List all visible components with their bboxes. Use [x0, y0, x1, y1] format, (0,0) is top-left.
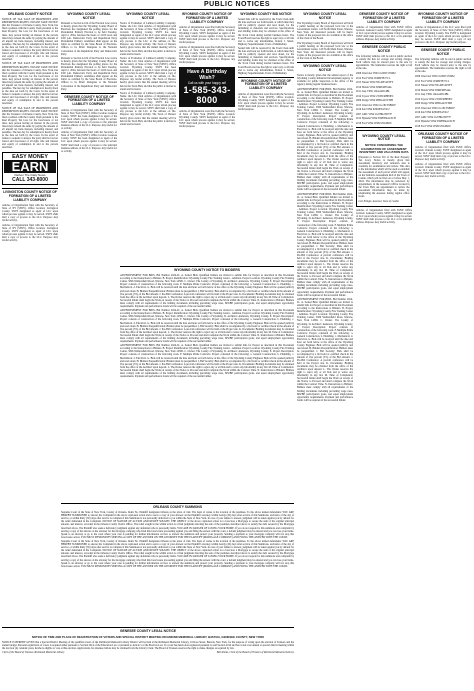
- vehicle-list-item: 2013 Chevrolet VIN# 1G1PC5SB6D7: [415, 106, 455, 110]
- notice-body: ADVERTISEMENT FOR BIDS. Bid Number 2024-01. A. Sealed Bids: Qualified bidders are invited to submit bids for Project as described in this Document according to the Instructions to Bidders. B. Project Identification: Wyoming County Fire Training Center - Addition. Project Location: Wyoming County Fire Training Center, 5826 Wethersfield Road, Warsaw, New York 14569. C. Owner: The County of Wyoming. D. Architect: Anderson, Wyoming County. E. Project Description: Project consists of construction of the following work. F. Multiple Prime Contracts: Project consisted of the following: a. General Construction. b. Plumbing. c. Mechanical. d. Electrical. G. Bids will be received until the date and hour set forth below at the office of the Wyoming County Engineer. Bids will be opened publicly and read aloud. H. Bidders Prequalification: Bidders must be prequalified. I. Bid Security: Bids shall be accompanied by a bid bond or certified check in the amount of five percent (5%) of the Bid amount. J. Pre-Bid Conference: A pre-bid conference will be held at the Project site. K. Documents: Bidding documents may be obtained from the office of the Architect upon deposit. L. The Owner reserves the right to reject any or all bids and to waive any informality in any bid. M. Time of Completion: Successful bidder shall begin the Work on receipt of the Notice to Proceed and shall complete the Work within the Contract Time. N. Instructions to Bidders: Bidders must comply with all requirements of the bidding documents including prevailing wage rates, MWBE participation goals, and equal employment opportunity requirements. Payment and performance bonds will be required of the successful bidder.: [120, 344, 294, 378]
- divider: [415, 46, 471, 47]
- notice-body: Notice is hereby given that the annual report of the Wyoming County Industrial Development Agency is available for public inspection at the office of the Agency during regular business hours.: [297, 74, 353, 87]
- notice-body: Supreme Court of the State of New York, County of Orleans. Index No. Plaintiff designates Orleans as the place of trial. The basis of venue is the location of the premises. To the above named defendants: YOU ARE HEREBY SUMMONED to answer the Complaint in the above captioned action and to serve a copy of your Answer on the Plaintiff's attorney within twenty (20) days after service of this Summons, exclusive of the day of service, or within thirty (30) days after service is complete if this Summons is not personally delivered to you within the State of New York. In case of your failure to answer, judgment will be taken against you by default for the relief demanded in the Complaint. NOTICE OF NATURE OF ACTION AND RELIEF SOUGHT. THE OBJECT of the above captioned action is to foreclose a Mortgage to secure the sum of the original principal amount, and interest, recorded in the Orleans County Clerk's Office. The relief sought in the within action is a final judgment directing the sale of the premises described above to satisfy the debt secured by the Mortgage described above. The Plaintiff also seeks a deficiency judgment against any defendant who is personally liable. YOU ARE IN DANGER OF LOSING YOUR HOME. If you do not respond to this summons and complaint by serving a copy of the answer on the attorney for the mortgage company who filed this foreclosure proceeding against you and filing the answer with the court, a default judgment may be entered and you can lose your home. Speak to an attorney or go to the court where your case is pending for further information on how to answer the summons and protect your property. Sending a payment to your mortgage company will not stop this foreclosure action. YOU MUST RESPOND BY SERVING A COPY OF THE ANSWER ON THE ATTORNEY FOR THE PLAINTIFF (MORTGAGE COMPANY) AND FILING THE ANSWER WITH THE COURT.: [61, 540, 294, 568]
- notice-body: Sealed bids will be received by the Town Clerk until the date and hour set forth herein, at which time they will be publicly opened and read aloud, for the furnishing of materials and services. Specifications and bidding forms may be obtained at the office of the Town Clerk during normal business hours. The Town Board reserves the right to reject any or all bids and to waive any informalities. Robert J. Smart, Highway Superintendent, Town of Middlebury.: [238, 47, 294, 75]
- notice-body: Articles of Organization filed with SSNY. Office location: Orleans County. SSNY designated as agent of the LLC upon whom process against it may be served. SSNY shall mail copy of process to the LLC. Purpose: Any lawful activity.: [415, 145, 471, 162]
- notice-heading: WYOMING COUNTY NOTICE OF FORMATION OF A LIMITED LIABILITY COMPANY: [240, 78, 292, 91]
- vehicle-list-item: 2015 Nissan VIN# 3N1AB7AP5FY: [415, 84, 453, 88]
- notice-body: (Pursuant to Section 501 of the Real Property Tax Law). Notice is hereby given that assessment inventory and valuation data is available for examination and review. This data is the information which will be used to establish the assessment of each parcel which will appear on the Tentative Assessment Roll of the Town of Castile, which will be filed on or before May 1, 2024. The information may be reviewed, by appointment, in the Assessor's Office located in the Town Hall. An appointment to review the assessment information may be made by telephoning the Assessor during regular office hours.: [358, 155, 410, 199]
- ad-headline: EASY MONEY: [12, 154, 48, 161]
- notice-heading: WYOMING COUNTY LEGAL NOTICE: [303, 64, 347, 72]
- notice-heading: WYOMING COUNTY BID NOTICE: [240, 12, 292, 16]
- notice-body: Articles of Organization filed with the Secretary of State of New York (SSNY). Office location: Genesee County. SSNY has been designated as agent of the LLC upon whom process against it may be served. SSNY shall mail a copy of process to the principal business address of the LLC. Purpose: Any lawful act or activity.: [61, 131, 117, 153]
- notice-body: NOTICE OF TAX SALE OF PROPERTIES AND REDEMPTION RIGHTS. PLEASE TAKE NOTICE that the Treasurer of Orleans County, New York, has filed a petition with the County Clerk pursuant to the Real Property Tax Law for the foreclosure of tax liens. Any person having an interest in the parcels listed may redeem the same by paying the amount of all unpaid tax liens thereon, including interest and penalties. The last day for redemption is hereby fixed as the date set forth by the Court. In the event of failure to redeem or answer, the party shall be forever barred and foreclosed of all right, title and interest and equity of redemption in and to the parcels described.: [2, 62, 58, 106]
- notice-body: The following vehicles will be sold at public auction to satisfy the lien for storage and towing charges. Each vehicle may be viewed prior to the sale by appointment. The lienholder reserves the right to bid at the sale.: [415, 58, 471, 74]
- notice-body: Pursuant to Section 4-104 of the Election Law, notice is hereby given that the Wyoming County Board of Elections has designated the polling places for the Presidential Primary Election to be held Tuesday, April 2, 2024, between the hours of 12:00 noon and 9:00 p.m. Democratic Party and Republican Party Presidential Primary candidates shall appear on the ballot as certified by the State Board of Elections. Offices to be filled: Delegates to the National Convention of the Republican Party and Democratic Party.: [61, 57, 117, 91]
- vehicle-list-item: 2012 Ford VIN# 1FAHP3F27CL: [415, 79, 450, 83]
- column-7: [356, 11, 412, 689]
- notice-heading: ORLEANS COUNTY SUMMONS: [152, 505, 203, 509]
- ad-subtext: Deliver The Daily News: [14, 173, 46, 178]
- divider: [2, 627, 294, 628]
- divider: [238, 77, 294, 78]
- notice-heading: ORLEANS COUNTY NOTICE: [7, 12, 53, 16]
- notice-body: Articles of Organization of the LLC were filed with the Secretary of State of New York (SSNY). Office location: Wyoming County. The SSNY is designated as agent of the LLC upon whom process against it may be served. SSNY shall mail a copy of any process to the LLC. Purpose: any lawful purpose.: [415, 25, 471, 45]
- vehicle-list-item: 2014 Toyota VIN# 2T1BURHE0EC: [415, 97, 453, 101]
- notice-body: Articles of Organization filed with the Secretary of State of NY (SSNY). Office location: Livingston County. SSNY designated as agent of LLC upon whom process against it may be served. SSNY shall mail a copy of process to the LLC. Purpose: Any lawful activity.: [2, 204, 58, 223]
- assessment-notice: [356, 130, 412, 207]
- birthday-ad[interactable]: [179, 67, 235, 107]
- notice-heading: GENESEE COUNTY NOTICE OF FORMATION OF A LIMITED LIABILITY COMPANY: [64, 94, 114, 107]
- notice-body: Notice of Formation of Limited Liability Company. Name: the LLC filed Articles of Organization with the Secretary of State of New York (SSNY). Office location: Wyoming County. SSNY has been designated as agent of the LLC upon whom process against it may be served. SSNY shall mail a copy of any process to the LLC at the address on file. Purpose: any lawful activity. The Town of Warsaw hereby gives notice that the annual meeting will be held at the Town Hall, and that the public is invited to attend and be heard.: [120, 22, 176, 56]
- notice-body: Articles of Organization filed with SSNY. Office location: Orleans County. SSNY designated as agent of the LLC upon whom process against it may be served. SSNY shall mail copy of process to the LLC. Purpose: Any lawful activity.: [415, 162, 471, 178]
- divider: [61, 93, 117, 94]
- vehicle-list-item: 2014 Toyota VIN# 2T1BURHE0EC: [356, 94, 394, 98]
- ad-headline: Have A Birthday Wish?: [187, 68, 227, 81]
- vehicle-list-item: 2009 Dodge VIN# 2B3KA43V39H: [415, 102, 452, 106]
- notice-body: Articles of Organization filed with SSNY. Office location: Genesee County. SSNY designated as agent of LLC upon whom process against it may be served. SSNY shall mail process to the LLC at its principal address. Purpose: Any lawful activity.: [356, 25, 412, 42]
- delivery-ad[interactable]: [2, 152, 58, 185]
- divider: [415, 130, 471, 131]
- ad-phone: CALL 343-8000: [12, 177, 48, 184]
- divider: [356, 127, 412, 128]
- notice-heading: WYOMING COUNTY NOTICE TO BIDDERS: [174, 268, 240, 272]
- notice-body: Notice of Formation of Limited Liability Company. Name: the LLC filed Articles of Organization with the Secretary of State of New York (SSNY). Office location: Wyoming County. SSNY has been designated as agent of the LLC upon whom process against it may be served. SSNY shall mail a copy of any process to the LLC at the address on file. Purpose: any lawful activity. The Town of Warsaw hereby gives notice that the annual meeting will be held at the Town Hall, and that the public is invited to attend and be heard.: [120, 57, 176, 91]
- vehicle-list-item: 2016 Kia VIN# KNDJP3A53G7: [356, 108, 390, 112]
- notice-body: Supreme Court of the State of New York, County of Orleans. Index No. Plaintiff designates Orleans as the place of trial. The basis of venue is the location of the premises. To the above named defendants: YOU ARE HEREBY SUMMONED to answer the Complaint in the above captioned action and to serve a copy of your Answer on the Plaintiff's attorney within twenty (20) days after service of this Summons, exclusive of the day of service, or within thirty (30) days after service is complete if this Summons is not personally delivered to you within the State of New York. In case of your failure to answer, judgment will be taken against you by default for the relief demanded in the Complaint. NOTICE OF NATURE OF ACTION AND RELIEF SOUGHT. THE OBJECT of the above captioned action is to foreclose a Mortgage to secure the sum of the original principal amount, and interest, recorded in the Orleans County Clerk's Office. The relief sought in the within action is a final judgment directing the sale of the premises described above to satisfy the debt secured by the Mortgage described above. The Plaintiff also seeks a deficiency judgment against any defendant who is personally liable. YOU ARE IN DANGER OF LOSING YOUR HOME. If you do not respond to this summons and complaint by serving a copy of the answer on the attorney for the mortgage company who filed this foreclosure proceeding against you and filing the answer with the court, a default judgment may be entered and you can lose your home. Speak to an attorney or go to the court where your case is pending for further information on how to answer the summons and protect your property. Sending a payment to your mortgage company will not stop this foreclosure action. YOU MUST RESPOND BY SERVING A COPY OF THE ANSWER ON THE ATTORNEY FOR THE PLAINTIFF (MORTGAGE COMPANY) AND FILING THE ANSWER WITH THE COURT.: [61, 511, 294, 539]
- ad-earn-text: EARN: [4, 160, 56, 173]
- vehicle-list-item: 2011 Jeep VIN# 1J4AA2D14BL: [415, 93, 449, 97]
- vehicle-list-item: 2012 Hyundai VIN# 5NPEB4AC0CH: [356, 117, 396, 121]
- notice-body: Notice of Formation of Limited Liability Company. Name: the LLC filed Articles of Organization with the Secretary of State of New York (SSNY). Office location: Wyoming County. SSNY has been designated as agent of the LLC upon whom process against it may be served. SSNY shall mail a copy of any process to the LLC at the address on file. Purpose: any lawful activity. The Town of Warsaw hereby gives notice that the annual meeting will be held at the Town Hall, and that the public is invited to attend and be heard.: [120, 92, 176, 126]
- column-6: [297, 11, 353, 689]
- notice-body: NOTICE OF TAX SALE OF PROPERTIES AND REDEMPTION RIGHTS. PLEASE TAKE NOTICE that the Treasurer of Orleans County, New York, has filed a petition with the County Clerk pursuant to the Real Property Tax Law for the foreclosure of tax liens. Any person having an interest in the parcels listed may redeem the same by paying the amount of all unpaid tax liens thereon, including interest and penalties. The last day for redemption is hereby fixed as the date set forth by the Court. In the event of failure to redeem or answer, the party shall be forever barred and foreclosed of all right, title and interest and equity of redemption in and to the parcels described.: [2, 18, 58, 61]
- notice-body: Sealed bids will be received by the Town Clerk until the date and hour set forth herein, at which time they will be publicly opened and read aloud, for the furnishing of materials and services. Specifications and bidding forms may be obtained at the office of the Town Clerk during normal business hours. The Town Board reserves the right to reject any or all bids and to waive any informalities. Robert J. Smart, Highway Superintendent, Town of Middlebury.: [238, 18, 294, 46]
- vehicle-list-item: 2012 Ford VIN# 1FAHP3F27CL: [356, 76, 391, 80]
- vehicle-list-item: 2016 Kia VIN# KNDJP3A53G7: [415, 111, 449, 115]
- vehicle-list-item: 2012 Hyundai VIN# 5NPEB4AC0CH: [415, 120, 455, 124]
- notice-heading: WYOMING COUNTY LEGAL NOTICE: [303, 12, 347, 20]
- notice-heading: GENESEE COUNTY LEGAL NOTICE: [119, 629, 177, 633]
- notice-heading: WYOMING COUNTY NOTICE OF FORMATION OF A LIMITED LIABILITY COMPANY: [181, 12, 233, 24]
- bid-notice-block: [120, 264, 294, 499]
- ad-subtext: Call us with your happy ad!: [187, 80, 227, 85]
- signature-right: Beth Parks, Clerk of the Board of Trustees of Richmond Memorial Library: [216, 651, 294, 655]
- vehicle-list-item: 2010 Honda VIN# 5J6RE4H54AL: [415, 88, 452, 92]
- notice-heading: WYOMING COUNTY LEGAL NOTICE: [67, 12, 111, 20]
- column-2: [61, 11, 117, 499]
- signature-left: Clerk of the Board of Trustees, Richmond Memorial Library: [2, 651, 65, 655]
- column-4: [179, 11, 235, 261]
- notice-body: ADVERTISEMENT FOR BIDS. Bid Number 2024-01. A. Sealed Bids: Qualified bidders are invited to submit bids for Project as described in this Document according to the Instructions to Bidders. B. Project Identification: Wyoming County Fire Training Center - Addition. Project Location: Wyoming County Fire Training Center, 5826 Wethersfield Road, Warsaw, New York 14569. C. Owner: The County of Wyoming. D. Architect: Anderson, Wyoming County. E. Project Description: Project consists of construction of the following work. F. Multiple Prime Contracts: Project consisted of the following: a. General Construction. b. Plumbing. c. Mechanical. d. Electrical. G. Bids will be received until the date and hour set forth below at the office of the Wyoming County Engineer. Bids will be opened publicly and read aloud. H. Bidders Prequalification: Bidders must be prequalified. I. Bid Security: Bids shall be accompanied by a bid bond or certified check in the amount of five percent (5%) of the Bid amount. J. Pre-Bid Conference: A pre-bid conference will be held at the Project site. K. Documents: Bidding documents may be obtained from the office of the Architect upon deposit. L. The Owner reserves the right to reject any or all bids and to waive any informality in any bid. M. Time of Completion: Successful bidder shall begin the Work on receipt of the Notice to Proceed and shall complete the Work within the Contract Time. N. Instructions to Bidders: Bidders must comply with all requirements of the bidding documents including prevailing wage rates, MWBE participation goals, and equal employment opportunity requirements. Payment and performance bonds will be required of the successful bidder.: [120, 309, 294, 343]
- vehicle-list-item: 2018 Ford VIN# 1FMCU9GD9JU: [356, 121, 392, 125]
- page-masthead: PUBLIC NOTICES: [0, 0, 474, 10]
- notice-heading: WYOMING COUNTY LEGAL NOTICE: [126, 12, 170, 20]
- divider: [356, 43, 412, 44]
- vehicle-list-item: 2008 Chevrolet VIN# 1GNDT13S982: [415, 75, 455, 78]
- notice-body: The Wyoming County Board of Supervisors will hold a public hearing on the proposed local law at the Government Center, 143 North Main Street, Warsaw, New York. All interested persons will be heard. Copies of the proposed law are available at the office of the Clerk of the Board.: [297, 41, 353, 61]
- notice-body: NOTICE OF TAX SALE OF PROPERTIES AND REDEMPTION RIGHTS. PLEASE TAKE NOTICE that the Treasurer of Orleans County, New York, has filed a petition with the County Clerk pursuant to the Real Property Tax Law for the foreclosure of tax liens. Any person having an interest in the parcels listed may redeem the same by paying the amount of all unpaid tax liens thereon, including interest and penalties. The last day for redemption is hereby fixed as the date set forth by the Court. In the event of failure to redeem or answer, the party shall be forever barred and foreclosed of all right, title and interest and equity of redemption in and to the parcels described.: [2, 106, 58, 150]
- notice-body: Articles of Organization were filed with the Secretary of State of New York (SSNY). Office location: Wyoming County. SSNY designated as agent of the LLC upon whom process against it may be served. SSNY shall mail process to the LLC. Purpose: any lawful purpose.: [179, 45, 235, 64]
- notice-body: Articles of Organization filed with SSNY. Office location: Genesee County. SSNY designated as agent of LLC upon whom process against it may be served. SSNY shall mail process to the LLC at its principal address. Purpose: Any lawful activity.: [356, 209, 412, 225]
- notice-body: Articles of Organization filed with the Secretary of State of NY (SSNY). Office location: Livingston County. SSNY designated as agent of LLC upon whom process against it may be served. SSNY shall mail a copy of process to the LLC. Purpose: Any lawful activity.: [2, 223, 58, 243]
- notice-body: ADVERTISEMENT FOR BIDS. Bid Number 2024-01. A. Sealed Bids: Qualified bidders are invited to submit bids for Project as described in this Document according to the Instructions to Bidders. B. Project Identification: Wyoming County Fire Training Center - Addition. Project Location: Wyoming County Fire Training Center, 5826 Wethersfield Road, Warsaw, New York 14569. C. Owner: The County of Wyoming. D. Architect: Anderson, Wyoming County. E. Project Description: Project consists of construction of the following work. F. Multiple Prime Contracts: Project consisted of the following: a. General Construction. b. Plumbing. c. Mechanical. d. Electrical. G. Bids will be received until the date and hour set forth below at the office of the Wyoming County Engineer. Bids will be opened publicly and read aloud. H. Bidders Prequalification: Bidders must be prequalified. I. Bid Security: Bids shall be accompanied by a bid bond or certified check in the amount of five percent (5%) of the Bid amount. J. Pre-Bid Conference: A pre-bid conference will be held at the Project site. K. Documents: Bidding documents may be obtained from the office of the Architect upon deposit. L. The Owner reserves the right to reject any or all bids and to waive any informality in any bid. M. Time of Completion: Successful bidder shall begin the Work on receipt of the Notice to Proceed and shall complete the Work within the Contract Time. N. Instructions to Bidders: Bidders must comply with all requirements of the bidding documents including prevailing wage rates, MWBE participation goals, and equal employment opportunity requirements. Payment and performance bonds will be required of the successful bidder.: [120, 274, 294, 308]
- notice-heading: GENESEE COUNTY PUBLIC NOTICE: [421, 48, 465, 56]
- notice-body: NOTICE IS HEREBY GIVEN that a Special District Meeting of the qualified voters of the Richmond Memorial Library District will be held at the Richmond Memorial Library, 19 Ross Street, Batavia, New York, for the purpose of voting upon the election of Trustees and the annual budget. Personal registration of voters is required either pursuant to Section 2014 of the Education Law or pursuant to Article 5 of the Election Law. If a voter has heretofore registered pursuant to said Section 2014 and has voted at an annual or special district meeting within the last four (4) calendar years, he/she is eligible to vote at this election. Applications for absentee ballots may be obtained from the Library Clerk. The Board of Trustees reserves the right to make changes as required by law.: [2, 640, 294, 650]
- notice-body: Pursuant to Section 4-104 of the Election Law, notice is hereby given that the Wyoming County Board of Elections has designated the polling places for the Presidential Primary Election to be held Tuesday, April 2, 2024, between the hours of 12:00 noon and 9:00 p.m. Democratic Party and Republican Party Presidential Primary candidates shall appear on the ballot as certified by the State Board of Elections. Offices to be filled: Delegates to the National Convention of the Republican Party and Democratic Party.: [61, 22, 117, 56]
- notice-subheading: NOTICE CONCERNING THE EXAMINATION OF ASSESSMENT INVENTORY AND VALUATION DATA: [359, 143, 409, 154]
- vehicle-list-item: 2008 Chevrolet VIN# 1GNDT13S982: [356, 71, 396, 75]
- divider: [120, 266, 294, 267]
- column-8: [415, 11, 471, 689]
- divider: [2, 188, 58, 189]
- notice-body: Articles of Organization were filed with the Secretary of State of New York (SSNY). Office location: Wyoming County. SSNY designated as agent of the LLC upon whom process against it may be served. SSNY shall mail process to the LLC. Purpose: any lawful purpose.: [179, 25, 235, 45]
- divider: [61, 503, 294, 504]
- notice-body: Articles of Organization filed with the Secretary of State of New York (SSNY). Office location: Genesee County. SSNY has been designated as agent of the LLC upon whom process against it may be served. SSNY shall mail a copy of process to the principal business address of the LLC. Purpose: Any lawful act or activity.: [61, 108, 117, 130]
- notice-body: The following vehicles will be sold at public auction to satisfy the lien for storage and towing charges. Each vehicle may be viewed prior to the sale by appointment. The lienholder reserves the right to bid at the sale.: [356, 55, 412, 71]
- signature-row: [2, 651, 294, 654]
- notice-heading: GENESEE COUNTY PUBLIC NOTICE: [362, 45, 406, 53]
- vehicle-list-item: 2007 GMC VIN# 1GTHK23D77F: [356, 112, 392, 116]
- column-5: [238, 11, 294, 261]
- notice-body: The Wyoming County Board of Supervisors will hold a public hearing on the proposed local law at the Government Center, 143 North Main Street, Warsaw, New York. All interested persons will be heard. Copies of the proposed law are available at the office of the Clerk of the Board.: [297, 22, 353, 41]
- vehicle-list: [356, 72, 412, 125]
- notice-heading: WYOMING COUNTY NOTICE OF FORMATION OF A LIMITED LIABILITY COMPANY: [417, 12, 469, 24]
- notice-body: ADVERTISEMENT FOR BIDS. Bid Number 2024-01. A. Sealed Bids: Qualified bidders are invited to submit bids for Project as described in this Document according to the Instructions to Bidders. B. Project Identification: Wyoming County Fire Training Center - Addition. Project Location: Wyoming County Fire Training Center, 5826 Wethersfield Road, Warsaw, New York 14569. C. Owner: The County of Wyoming. D. Architect: Anderson, Wyoming County. E. Project Description: Project consists of construction of the following work. F. Multiple Prime Contracts: Project consisted of the following: a. General Construction. b. Plumbing. c. Mechanical. d. Electrical. G. Bids will be received until the date and hour set forth below at the office of the Wyoming County Engineer. Bids will be opened publicly and read aloud. H. Bidders Prequalification: Bidders must be prequalified. I. Bid Security: Bids shall be accompanied by a bid bond or certified check in the amount of five percent (5%) of the Bid amount. J. Pre-Bid Conference: A pre-bid conference will be held at the Project site. K. Documents: Bidding documents may be obtained from the office of the Architect upon deposit. L. The Owner reserves the right to reject any or all bids and to waive any informality in any bid. M. Time of Completion: Successful bidder shall begin the Work on receipt of the Notice to Proceed and shall complete the Work within the Contract Time. N. Instructions to Bidders: Bidders must comply with all requirements of the bidding documents including prevailing wage rates, MWBE participation goals, and equal employment opportunity requirements. Payment and performance bonds will be required of the successful bidder.: [297, 298, 353, 402]
- notice-subheading: NOTICE OF TIME AND PLACE OF REGISTRATION OF VOTERS AND SPECIAL DISTRICT MEETING RICHMOND MEMORIAL LIBRARY, BATAVIA, GENESEE COUNTY, NEW YORK: [31, 634, 265, 639]
- notice-heading: ORLEANS COUNTY NOTICE OF FORMATION OF A LIMITED LIABILITY COMPANY: [418, 132, 468, 144]
- vehicle-list-item: 2009 Dodge VIN# 2B3KA43V39H: [356, 99, 393, 103]
- vehicle-list: [415, 75, 471, 128]
- vehicle-list-item: 2007 GMC VIN# 1GTHK23D77F: [415, 115, 451, 119]
- vehicle-list-item: 2010 Honda VIN# 5J6RE4H54AL: [356, 85, 393, 89]
- vehicle-list-item: 2013 Chevrolet VIN# 1G1PC5SB6D7: [356, 103, 396, 107]
- notice-body: Articles of Organization were filed with the Secretary of State of New York (SSNY). Office location: Wyoming County. SSNY designated as agent of the LLC upon whom process against it may be served. SSNY shall mail process to the LLC. Purpose: any lawful purpose.: [238, 92, 294, 111]
- notices-page: [2, 11, 472, 689]
- column-3: [120, 11, 176, 261]
- vehicle-list-item: 2018 Ford VIN# 1FMCU9GD9JU: [415, 125, 451, 129]
- vehicle-list-item: 2011 Jeep VIN# 1J4AA2D14BL: [356, 90, 390, 94]
- divider: [297, 62, 353, 63]
- notice-body: ADVERTISEMENT FOR BIDS. Bid Number 2024-01. A. Sealed Bids: Qualified bidders are invited to submit bids for Project as described in this Document according to the Instructions to Bidders. B. Project Identification: Wyoming County Fire Training Center - Addition. Project Location: Wyoming County Fire Training Center, 5826 Wethersfield Road, Warsaw, New York 14569. C. Owner: The County of Wyoming. D. Architect: Anderson, Wyoming County. E. Project Description: Project consists of construction of the following work. F. Multiple Prime Contracts: Project consisted of the following: a. General Construction. b. Plumbing. c. Mechanical. d. Electrical. G. Bids will be received until the date and hour set forth below at the office of the Wyoming County Engineer. Bids will be opened publicly and read aloud. H. Bidders Prequalification: Bidders must be prequalified. I. Bid Security: Bids shall be accompanied by a bid bond or certified check in the amount of five percent (5%) of the Bid amount. J. Pre-Bid Conference: A pre-bid conference will be held at the Project site. K. Documents: Bidding documents may be obtained from the office of the Architect upon deposit. L. The Owner reserves the right to reject any or all bids and to waive any informality in any bid. M. Time of Completion: Successful bidder shall begin the Work on receipt of the Notice to Proceed and shall complete the Work within the Contract Time. N. Instructions to Bidders: Bidders must comply with all requirements of the bidding documents including prevailing wage rates, MWBE participation goals, and equal employment opportunity requirements. Payment and performance bonds will be required of the successful bidder.: [297, 193, 353, 297]
- ad-phone: 1-585-343-8000: [183, 84, 231, 105]
- notice-heading: WYOMING COUNTY LEGAL NOTICE: [362, 133, 406, 142]
- notice-heading: LIVINGSTON COUNTY NOTICE OF FORMATION OF A LIMITED LIABILITY COMPANY: [3, 190, 57, 202]
- notice-body: Articles of Organization were filed with the Secretary of State of New York (SSNY). Office location: Wyoming County. SSNY designated as agent of the LLC upon whom process against it may be served. SSNY shall mail process to the LLC. Purpose: any lawful purpose.: [179, 109, 235, 129]
- signature: Lori Pringle, Assessor, Town of Castile: [358, 199, 399, 203]
- library-notice-block: [2, 625, 294, 689]
- notice-body: ADVERTISEMENT FOR BIDS. Bid Number 2024-01. A. Sealed Bids: Qualified bidders are invited to submit bids for Project as described in this Document according to the Instructions to Bidders. B. Project Identification: Wyoming County Fire Training Center - Addition. Project Location: Wyoming County Fire Training Center, 5826 Wethersfield Road, Warsaw, New York 14569. C. Owner: The County of Wyoming. D. Architect: Anderson, Wyoming County. E. Project Description: Project consists of construction of the following work. F. Multiple Prime Contracts: Project consisted of the following: a. General Construction. b. Plumbing. c. Mechanical. d. Electrical. G. Bids will be received until the date and hour set forth below at the office of the Wyoming County Engineer. Bids will be opened publicly and read aloud. H. Bidders Prequalification: Bidders must be prequalified. I. Bid Security: Bids shall be accompanied by a bid bond or certified check in the amount of five percent (5%) of the Bid amount. J. Pre-Bid Conference: A pre-bid conference will be held at the Project site. K. Documents: Bidding documents may be obtained from the office of the Architect upon deposit. L. The Owner reserves the right to reject any or all bids and to waive any informality in any bid. M. Time of Completion: Successful bidder shall begin the Work on receipt of the Notice to Proceed and shall complete the Work within the Contract Time. N. Instructions to Bidders: Bidders must comply with all requirements of the bidding documents including prevailing wage rates, MWBE participation goals, and equal employment opportunity requirements. Payment and performance bonds will be required of the successful bidder.: [297, 87, 353, 192]
- vehicle-list-item: 2015 Nissan VIN# 3N1AB7AP5FY: [356, 81, 394, 85]
- column-1: [2, 11, 58, 689]
- summons-block: [61, 501, 294, 623]
- notice-heading: GENESEE COUNTY NOTICE OF FORMATION OF A LIMITED LIABILITY COMPANY: [359, 12, 409, 24]
